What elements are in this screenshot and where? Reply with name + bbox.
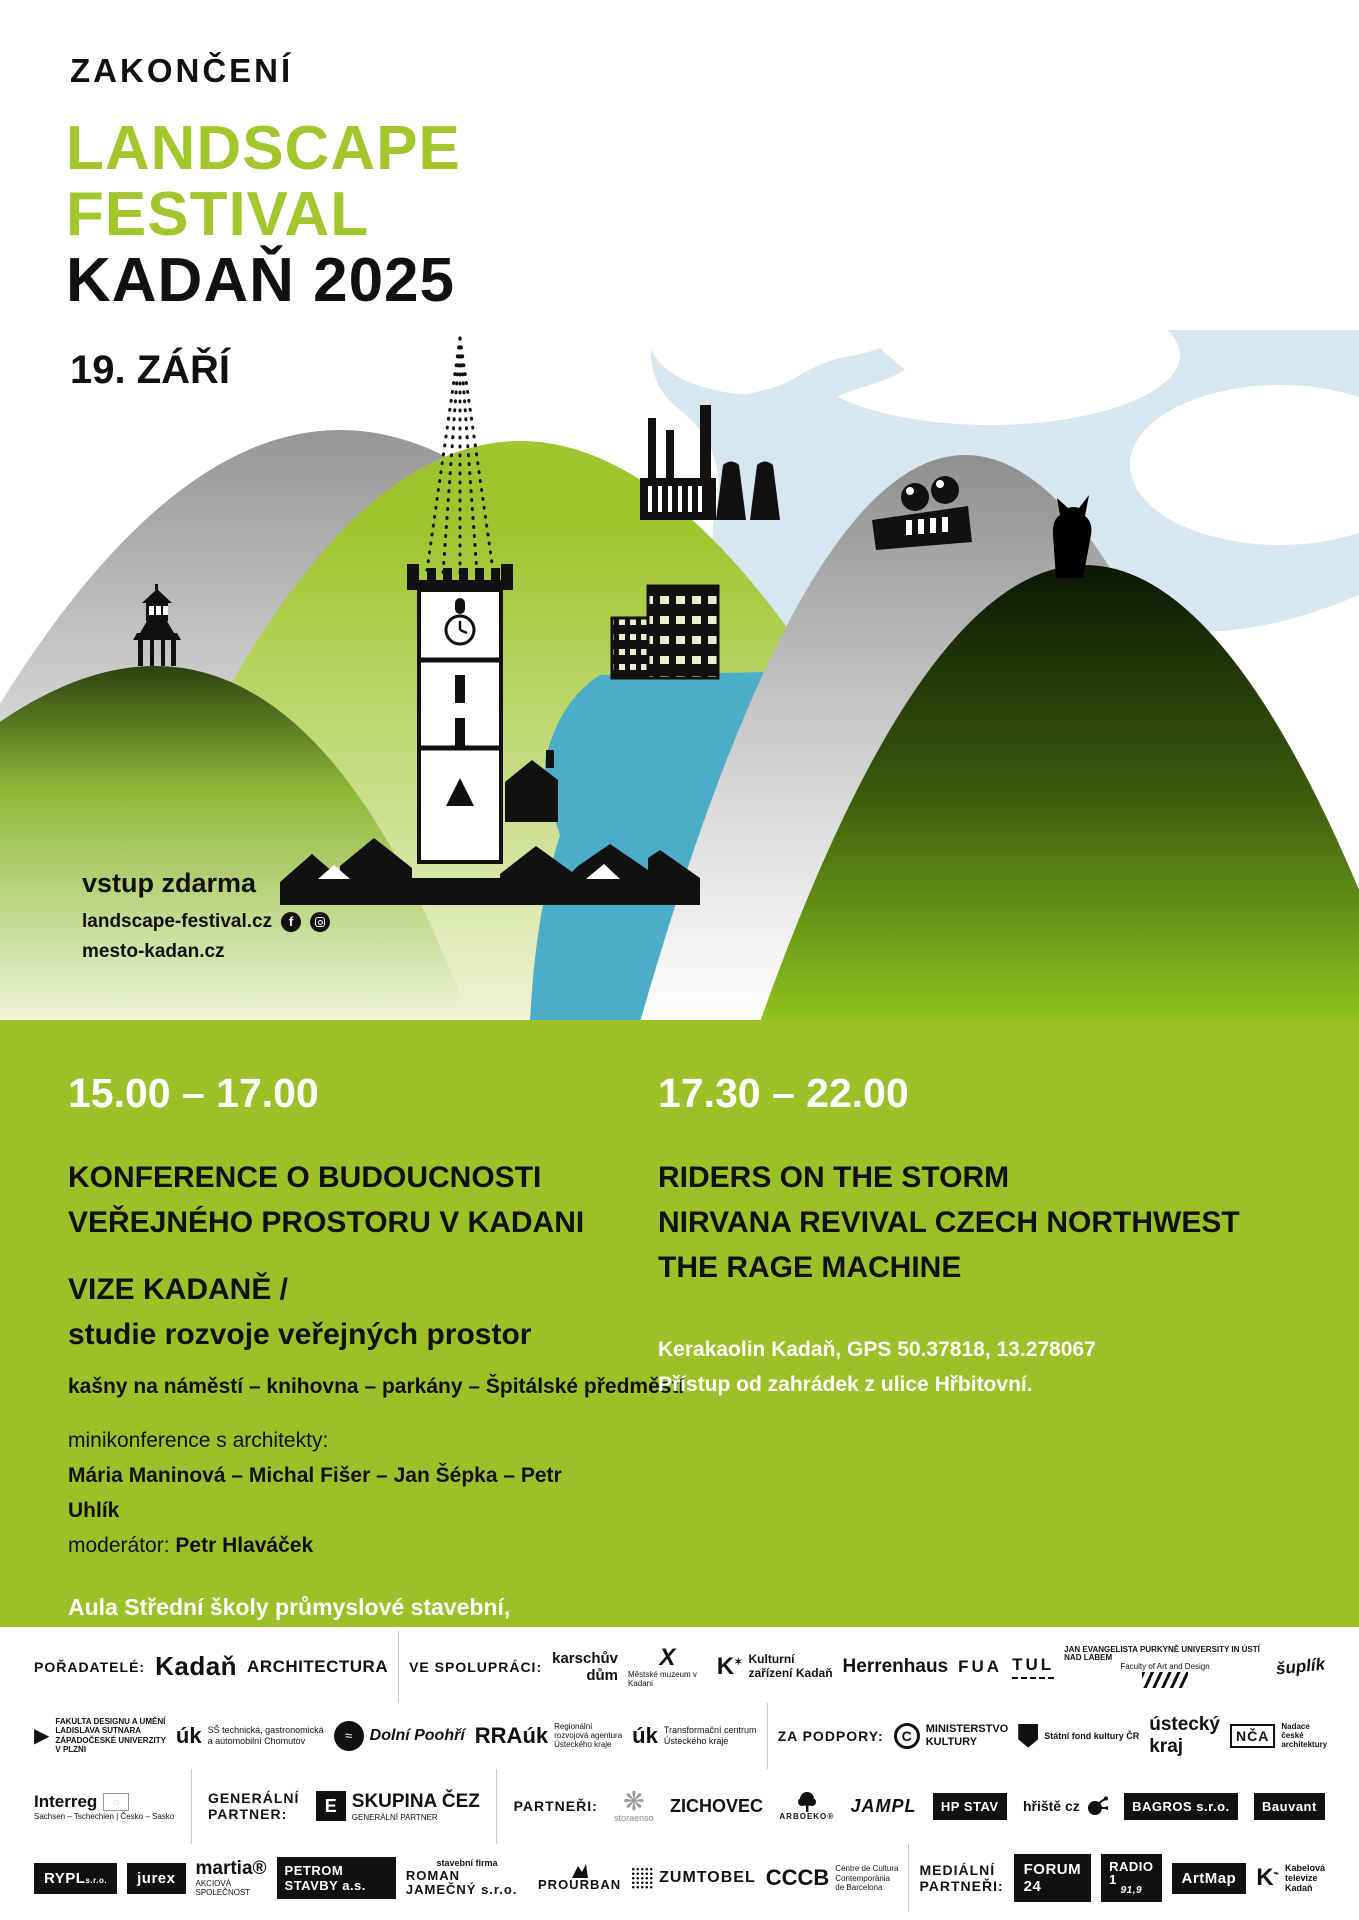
city-website: mesto-kadan.cz xyxy=(82,941,225,962)
interreg-logo: Interreg ◌ Sachsen – Tschechien | Česko – Sasko xyxy=(34,1792,175,1821)
prourban-logo: PROURBAN xyxy=(538,1864,621,1892)
conference-title-2: VEŘEJNÉHO PROSTORU V KADANI xyxy=(68,1206,585,1239)
lion-crest-icon xyxy=(1018,1724,1038,1748)
kadan-city-logo: Kadaň xyxy=(155,1651,238,1682)
poohri-waves-icon: ≈ xyxy=(334,1721,364,1751)
bagros-logo: BAGROS s.r.o. xyxy=(1124,1793,1238,1820)
footer-row-organizers xyxy=(34,1631,1325,1703)
media-partners-label: MEDIÁLNÍ PARTNEŘI: xyxy=(919,1862,1004,1895)
karschuv-dum-logo: karschův dům xyxy=(552,1649,618,1684)
prourban-icon xyxy=(570,1864,590,1878)
event-concert xyxy=(658,1070,1318,1402)
moderator-line: moderátor: Petr Hlaváček xyxy=(68,1534,314,1557)
free-entry-label: vstup zdarma xyxy=(82,868,257,898)
title-line-kadan: KADAŇ 2025 xyxy=(66,246,456,315)
arboeko-logo: ARBOEKO® xyxy=(779,1791,834,1822)
architects-list: Mária Maninová – Michal Fišer – Jan Šépka – Petr Uhlík xyxy=(68,1464,562,1522)
kabelova-televize-logo: K⌁ Kabelová televize Kadaň xyxy=(1256,1862,1325,1894)
radio1-logo: RADIO 1 91,9 xyxy=(1101,1854,1161,1902)
dolni-poohri-logo: ≈ Dolní Poohří xyxy=(334,1721,465,1751)
ss-technicka-logo: úk SŠ technická, gastronomická a automobilní Chomutov xyxy=(175,1722,324,1748)
fud-stripes-icon xyxy=(1142,1672,1188,1688)
artmap-logo: ArtMap xyxy=(1172,1863,1247,1894)
jurex-logo: jurex xyxy=(127,1863,185,1894)
petrom-stavby-logo: PETROM STAVBY a.s. xyxy=(277,1857,396,1899)
ministerstvo-kultury-logo: C MINISTERSTVO KULTURY xyxy=(894,1723,1009,1749)
kz-k-icon: K✶ xyxy=(716,1652,743,1680)
poster-kicker: ZAKONČENÍ xyxy=(70,52,294,89)
band-2: NIRVANA REVIVAL CZECH NORTHWEST xyxy=(658,1206,1240,1239)
band-1: RIDERS ON THE STORM xyxy=(658,1161,1010,1194)
divider xyxy=(908,1844,909,1912)
conference-topics: kašny na náměstí – knihovna – parkány – Špitálské předměstí xyxy=(68,1375,685,1398)
concert-venue-gps: Kerakaolin Kadaň, GPS 50.37818, 13.278067 xyxy=(658,1338,1096,1361)
fua-tul-logo: FUA TUL xyxy=(958,1655,1054,1679)
festival-website: landscape-festival.cz xyxy=(82,911,273,932)
architectura-logo: ARCHITECTURA xyxy=(247,1656,389,1676)
mestske-muzeum-logo: X Městské muzeum v Kadani xyxy=(627,1643,697,1689)
kadan-tower-illustration xyxy=(407,338,513,862)
cooperation-label: VE SPOLUPRÁCI: xyxy=(409,1658,543,1675)
title-line-festival: FESTIVAL xyxy=(66,180,370,249)
muzeum-x-icon: X xyxy=(659,1643,676,1671)
bauvant-logo: Bauvant xyxy=(1254,1793,1325,1820)
zumtobel-dots-icon xyxy=(631,1867,653,1889)
nca-logo: NČA Nadace české architektury xyxy=(1230,1722,1327,1750)
uk-mark-icon: úk xyxy=(632,1722,658,1748)
transformacni-centrum-logo: úk Transformační centrum Ústeckého kraje xyxy=(632,1722,757,1748)
cez-e-icon: E xyxy=(316,1791,346,1821)
fud-ujep-logo: JAN EVANGELISTA PURKYNĚ UNIVERSITY IN ÚSTÍ NAD LABEM Faculty of Art and Design xyxy=(1064,1646,1266,1688)
tree-icon xyxy=(796,1791,818,1813)
mk-c-icon: C xyxy=(894,1723,920,1749)
sponsors-footer xyxy=(0,1627,1359,1920)
hpstav-logo: HP STAV xyxy=(933,1793,1007,1820)
contact-block xyxy=(82,868,330,967)
suplik-logo: šuplík xyxy=(1274,1654,1326,1679)
rypl-logo: RYPLs.r.o. xyxy=(34,1863,117,1894)
footer-row-support xyxy=(34,1703,1328,1769)
fdu-play-icon: ▶ xyxy=(34,1725,50,1748)
concert-time: 17.30 – 22.00 xyxy=(658,1070,909,1116)
forum24-logo: FORUM 24 xyxy=(1014,1854,1092,1902)
zichovec-logo: ZICHOVEC xyxy=(670,1795,764,1816)
partners-label: PARTNEŘI: xyxy=(513,1798,598,1815)
event-date: 19. ZÁŘÍ xyxy=(70,348,231,392)
footer-row-media xyxy=(34,1844,1325,1912)
divider xyxy=(191,1769,192,1845)
ustecky-kraj-logo: ústecký kraj xyxy=(1149,1713,1221,1757)
moderator-name: Petr Hlaváček xyxy=(175,1534,314,1557)
hriste-creature-icon xyxy=(1086,1796,1108,1816)
ktk-k-icon: K⌁ xyxy=(1256,1864,1279,1892)
cez-logo: E SKUPINA ČEZ GENERÁLNÍ PARTNER xyxy=(316,1791,480,1822)
title-line-landscape: LANDSCAPE xyxy=(66,114,461,183)
martia-logo: martia® AKCIOVÁ SPOLEČNOST xyxy=(195,1857,267,1897)
jampl-logo: JAMPL xyxy=(850,1795,917,1816)
cccb-logo: CCCB Centre de Cultura Contemporània de Barcelona xyxy=(765,1864,899,1892)
facebook-icon: f xyxy=(281,912,301,932)
conference-time: 15.00 – 17.00 xyxy=(68,1070,319,1116)
rrauk-logo: RRAúk Regionální rozvojová agentura Ústeckého kraje xyxy=(474,1721,623,1750)
organizers-label: POŘADATELÉ: xyxy=(34,1658,146,1675)
storaenso-sun-icon: ❋ xyxy=(622,1786,645,1817)
poster-title xyxy=(66,116,461,314)
statni-fond-kultury-logo: Státní fond kultury ČR xyxy=(1018,1724,1139,1748)
general-partner-label: GENERÁLNÍ PARTNER: xyxy=(207,1790,300,1823)
event-conference xyxy=(68,1070,685,1661)
kulturni-zarizeni-logo: K✶ Kulturní zařízení Kadaň xyxy=(716,1652,833,1680)
support-label: ZA PODPORY: xyxy=(777,1727,884,1744)
conference-title-1: KONFERENCE O BUDOUCNOSTI xyxy=(68,1161,542,1194)
conference-venue-1: Aula Střední školy průmyslové stavební, xyxy=(68,1594,511,1620)
miniconference-label: minikonference s architekty: xyxy=(68,1429,329,1452)
divider xyxy=(398,1631,399,1703)
hriste-cz-logo: hřiště cz xyxy=(1023,1796,1108,1816)
storaenso-logo: ❋ storaenso xyxy=(614,1786,654,1824)
footer-row-partners xyxy=(34,1769,1325,1845)
divider xyxy=(767,1703,768,1769)
zumtobel-logo: ZUMTOBEL xyxy=(631,1867,756,1889)
divider xyxy=(496,1769,497,1845)
instagram-icon xyxy=(310,912,330,932)
herrenhaus-logo: Herrenhaus xyxy=(842,1655,949,1677)
vize-title: VIZE KADANĚ / xyxy=(68,1273,289,1306)
program-band xyxy=(0,1020,1359,1627)
band-3: THE RAGE MACHINE xyxy=(658,1251,962,1284)
vize-subtitle: studie rozvoje veřejných prostor xyxy=(68,1318,532,1351)
uk-mark-icon: úk xyxy=(175,1722,202,1748)
roman-jamecny-logo: stavební firma ROMAN JAMEČNÝ s.r.o. xyxy=(405,1857,518,1898)
concert-access: Přístup od zahrádek z ulice Hřbitovní. xyxy=(658,1373,1033,1396)
fdu-plzen-logo: ▶ FAKULTA DESIGNU A UMĚNÍ LADISLAVA SUTNARA ZÁPADOČESKÉ UNIVERZITY V PLZNI xyxy=(34,1717,166,1754)
eu-flag-icon: ◌ xyxy=(103,1793,129,1811)
